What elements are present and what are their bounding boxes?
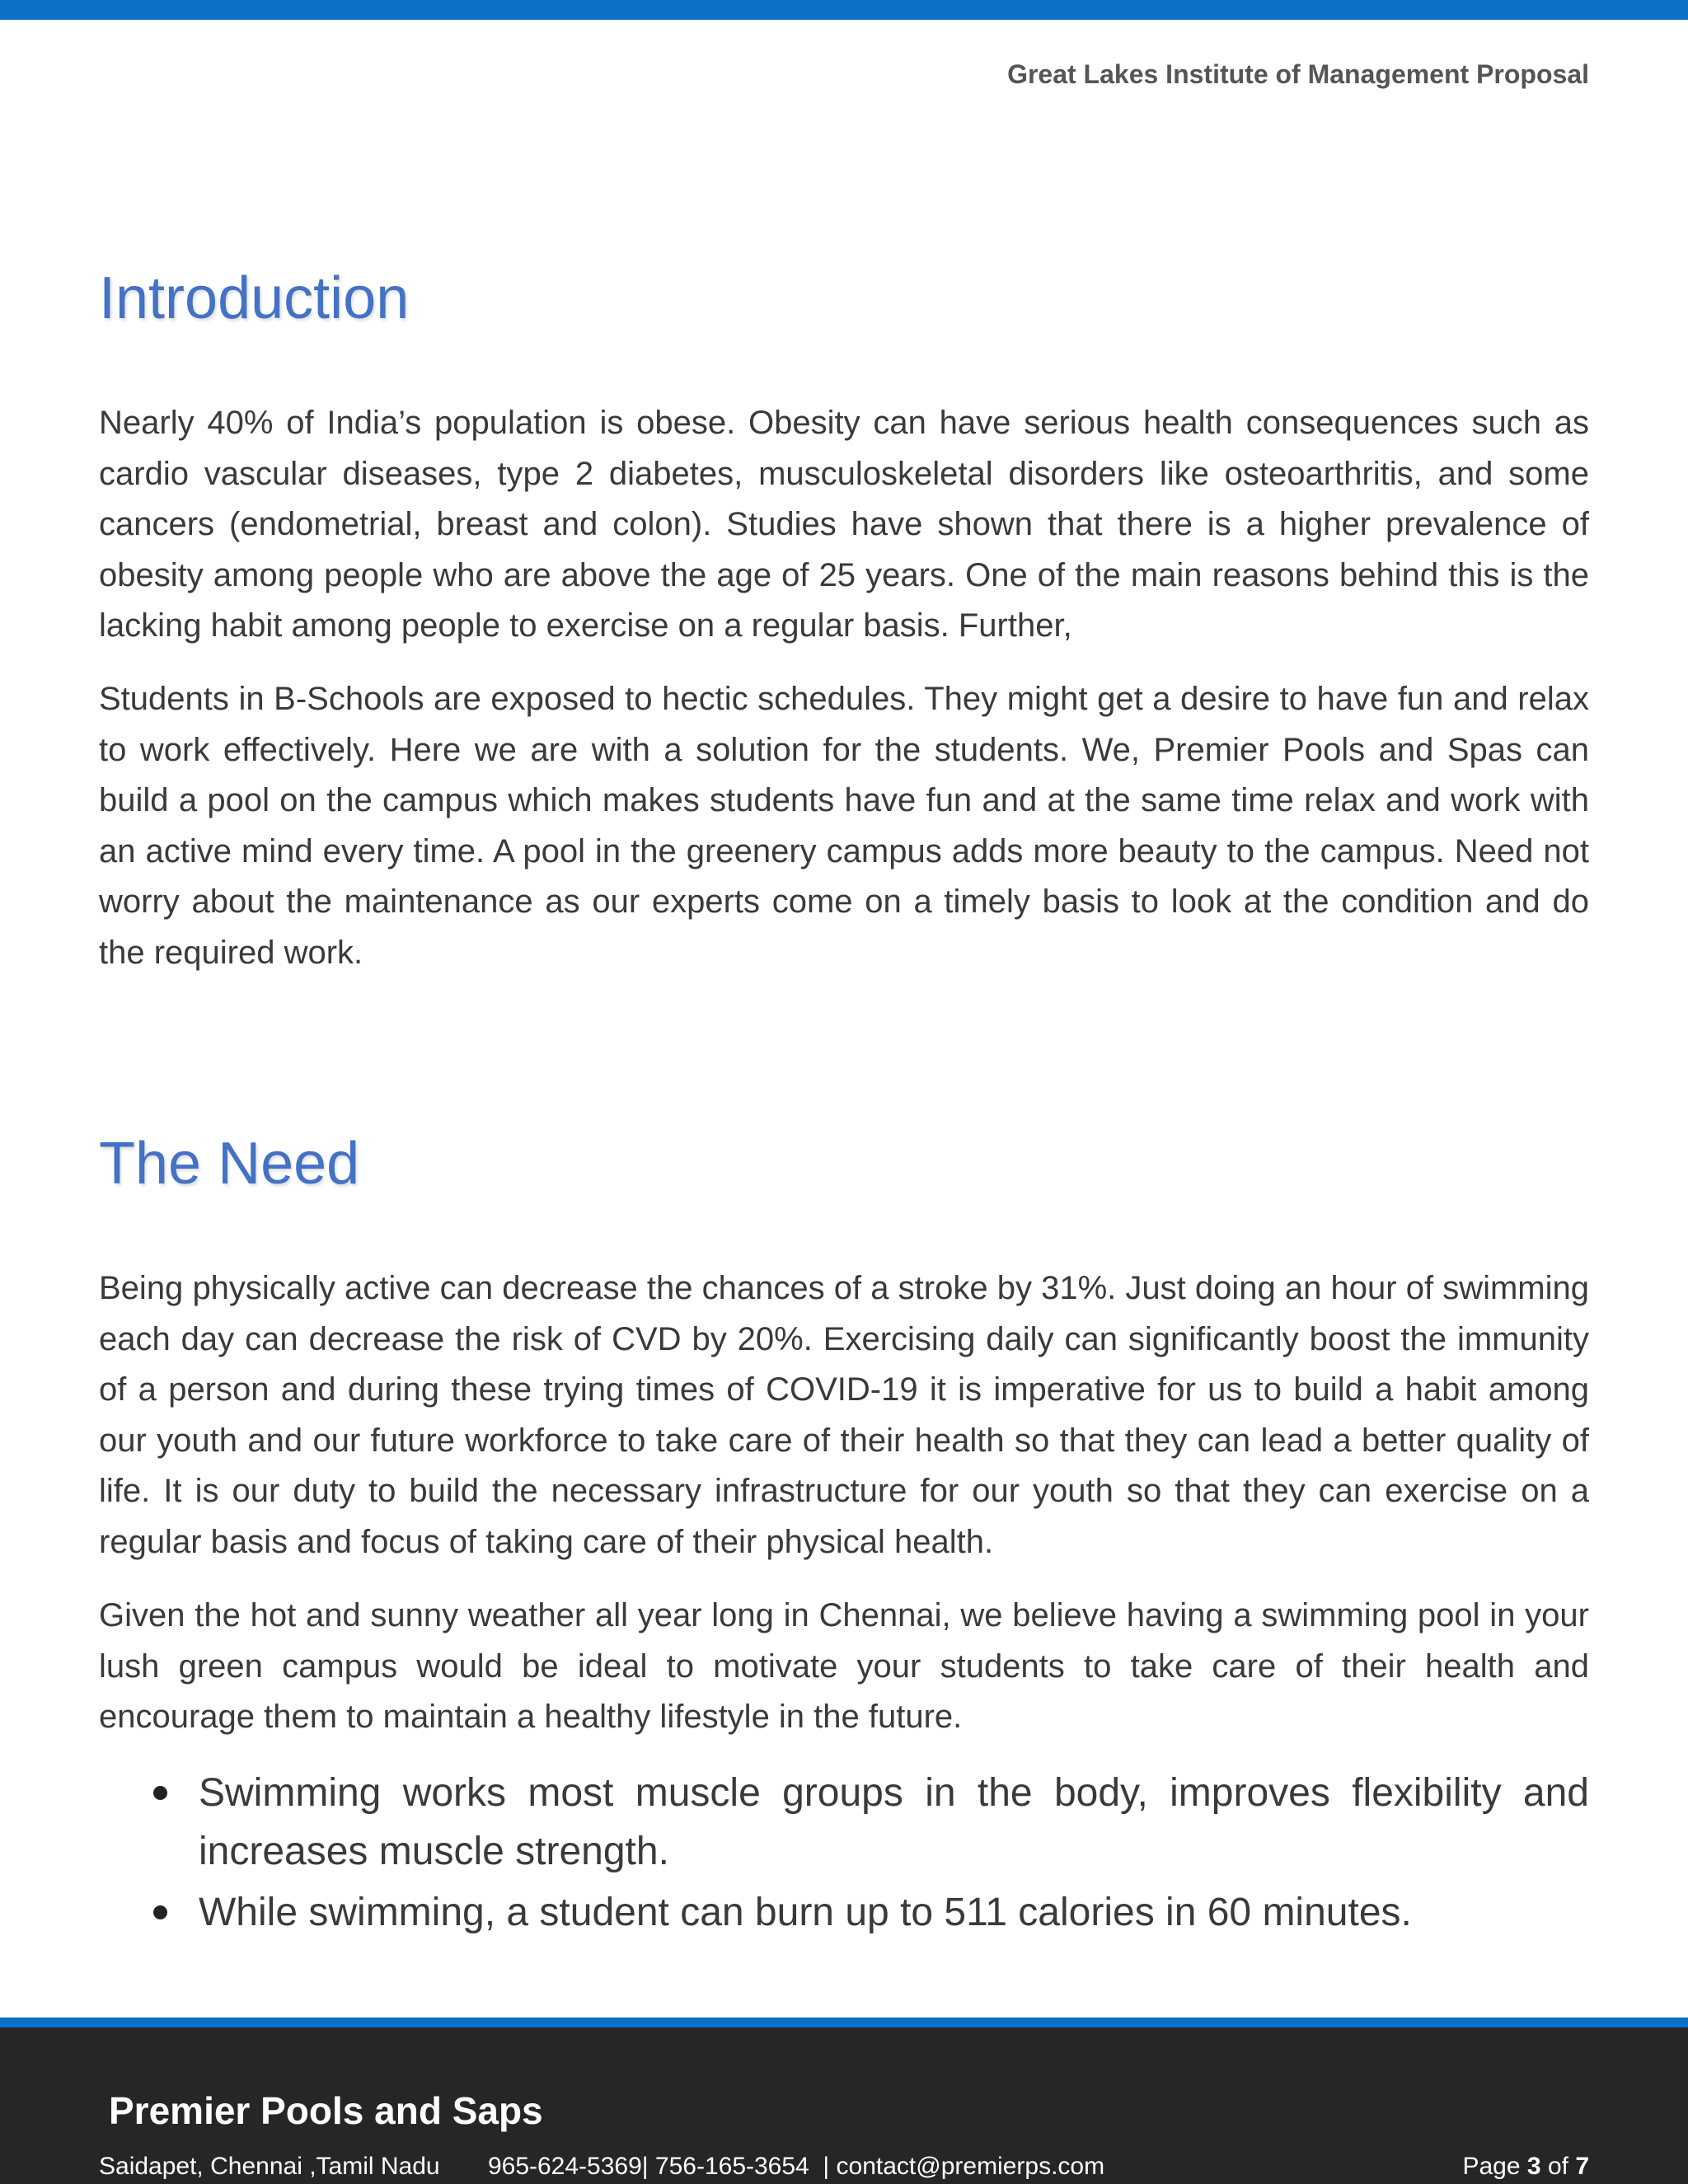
current-page: 3: [1526, 2153, 1541, 2180]
bullet-text: Swimming works most muscle groups in the body, improves flexibility and increases muscle strength.: [199, 1771, 1589, 1873]
total-pages: 7: [1575, 2153, 1589, 2180]
running-header: Great Lakes Institute of Management Proposal: [1007, 59, 1589, 89]
the-need-heading: The Need: [99, 1131, 360, 1197]
introduction-paragraph-1: Nearly 40% of India’s population is obese. Obesity can have serious health consequences such as cardio vascular diseases, type 2 diabetes, musculoskeletal disorders like osteoarthritis, and some cancers (endometrial, breast and colon). Studies have shown that there is a higher prevalence of obesity among people who are above the age of 25 years. One of the main reasons behind this is the lacking habit among people to exercise on a regular basis. Further,: [99, 405, 1589, 644]
bullet-dot-icon: [153, 1905, 167, 1919]
bullet-dot-icon: [153, 1786, 167, 1800]
page-number: [1462, 2153, 1589, 2181]
page-footer: [0, 2018, 1688, 2184]
footer-phones: 965-624-5369| 756-165-3654: [487, 2153, 809, 2180]
page-of-label: of: [1547, 2153, 1568, 2180]
need-paragraph-2: Given the hot and sunny weather all year long in Chennai, we believe having a swimming pool in your lush green campus would be ideal to motivate your students to take care of their health and encourage them to maintain a healthy lifestyle in the future.: [99, 1597, 1589, 1735]
bullet-item: [99, 1883, 1589, 1942]
bullet-text: While swimming, a student can burn up to 511 calories in 60 minutes.: [199, 1891, 1412, 1934]
top-accent-bar: [0, 0, 1688, 20]
footer-contact-line: [99, 2153, 1104, 2181]
footer-address: Saidapet, Chennai ,Tamil Nadu: [99, 2153, 440, 2180]
need-paragraph-1: Being physically active can decrease the chances of a stroke by 31%. Just doing an hour of swimming each day can decrease the risk of CVD by 20%. Exercising daily can significantly boost the immunity of a person and during these trying times of COVID-19 it is imperative for us to build a habit among our youth and our future workforce to take care of their health so that they can lead a better quality of life. It is our duty to build the necessary infrastructure for our youth so that they can exercise on a regular basis and focus of taking care of their physical health.: [99, 1270, 1589, 1560]
introduction-heading: Introduction: [99, 265, 410, 331]
introduction-paragraph-2: Students in B-Schools are exposed to hectic schedules. They might get a desire to have fun and relax to work effectively. Here we are with a solution for the students. We, Premier Pools and Spas can build a pool on the campus which makes students have fun and at the same time relax and work with an active mind every time. A pool in the greenery campus adds more beauty to the campus. Need not worry about the maintenance as our experts come on a timely basis to look at the condition and do the required work.: [99, 681, 1589, 971]
footer-company-name: Premier Pools and Saps: [109, 2089, 543, 2132]
benefits-bullet-list: [99, 1764, 1589, 1944]
footer-email[interactable]: | contact@premierps.com: [823, 2153, 1105, 2180]
footer-accent-stripe: [0, 2018, 1688, 2027]
page-label: Page: [1462, 2153, 1521, 2180]
bullet-item: [99, 1764, 1589, 1881]
